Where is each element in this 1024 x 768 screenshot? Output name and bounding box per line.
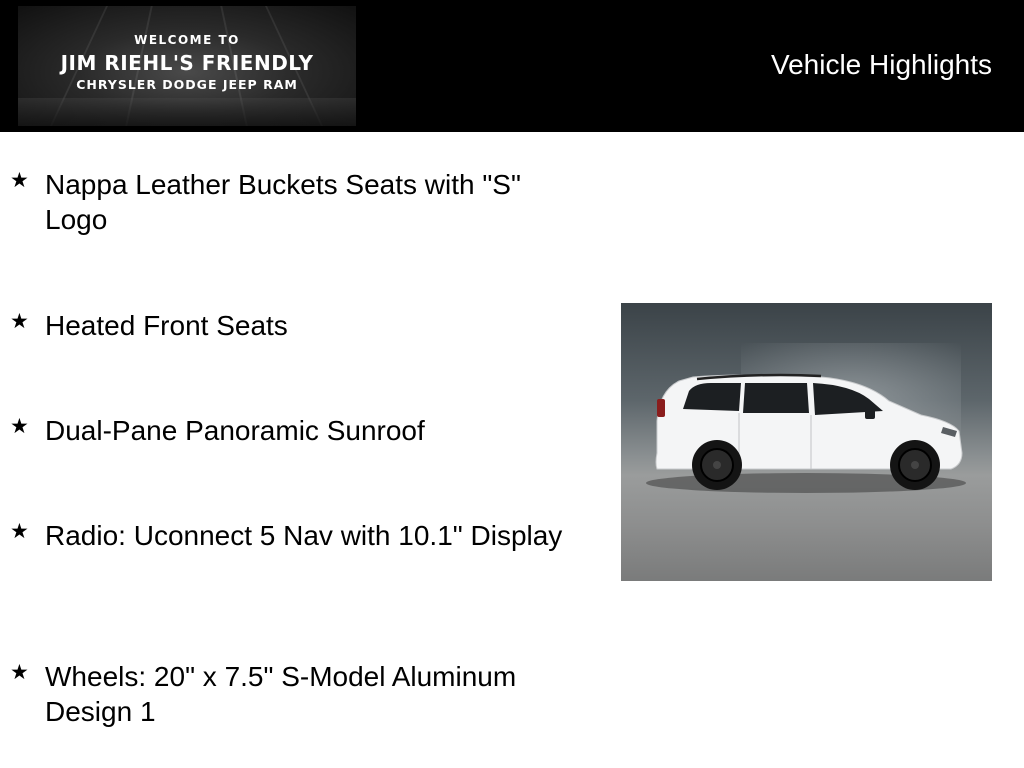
highlight-text: Heated Front Seats [45,310,288,341]
star-icon: ★ [10,661,29,684]
logo-welcome-text: WELCOME TO [134,33,240,47]
star-icon: ★ [10,415,29,438]
logo-dealer-name: JIM RIEHL'S FRIENDLY [60,51,314,75]
minivan-photo [621,303,992,581]
logo-brands-text: CHRYSLER DODGE JEEP RAM [76,77,298,92]
star-icon: ★ [10,520,29,543]
highlight-text: Dual-Pane Panoramic Sunroof [45,415,425,446]
highlight-text: Nappa Leather Buckets Seats with "S" Logo [45,169,521,235]
highlight-text: Wheels: 20" x 7.5" S-Model Aluminum Design 1 [45,661,517,727]
vehicle-photo [621,303,992,581]
highlight-text: Radio: Uconnect 5 Nav with 10.1" Display [45,520,563,551]
page-title: Vehicle Highlights [770,49,992,80]
star-icon: ★ [10,310,29,333]
star-icon: ★ [10,169,29,192]
